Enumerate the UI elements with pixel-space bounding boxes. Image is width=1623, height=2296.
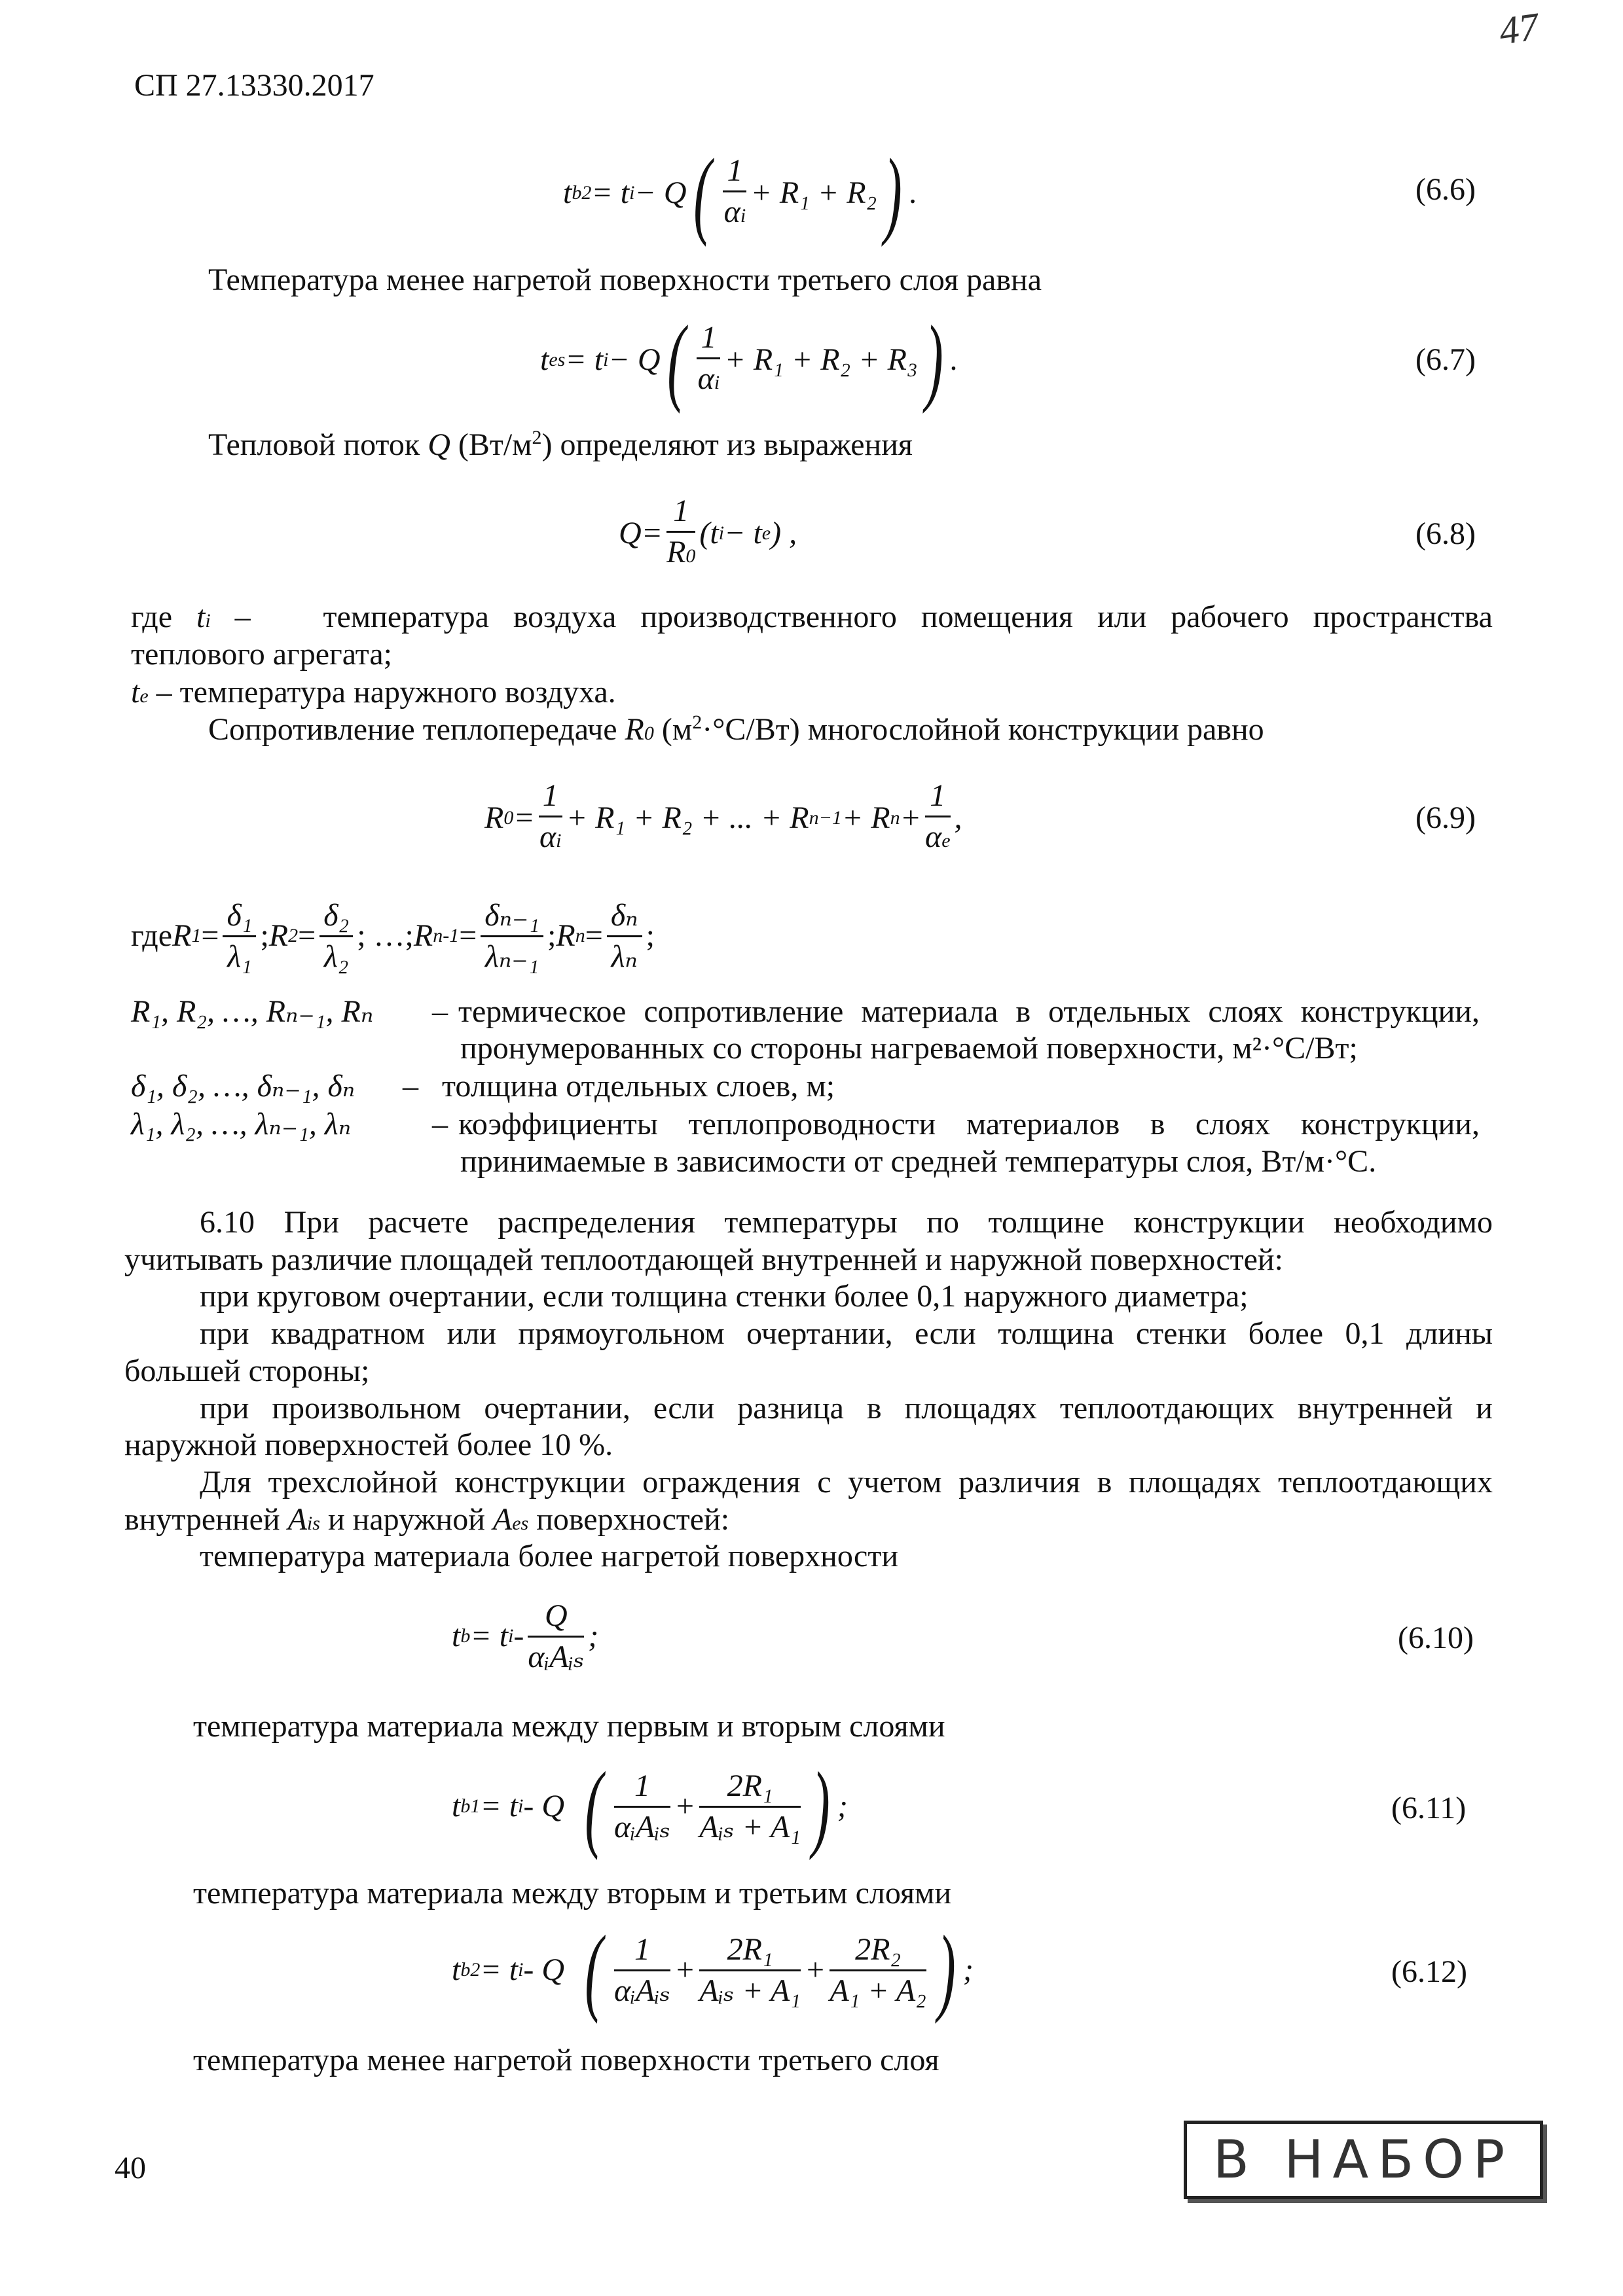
paragraph: Для трехслойной конструкции ограждения с учетом различия в площадях теплоотдающих (200, 1465, 1493, 1499)
equation-number: (6.11) (1391, 1791, 1467, 1825)
paragraph: температура материала между первым и вторым слоями (193, 1709, 945, 1744)
equation-6-12: t b2 = t i - Q ( $\frac{1}{\text{αᵢAᵢₛ}}$ + $\frac{\text{2R₁}}{\text{Aᵢₛ + A₁}}$ + $\frac{\text{2R₂}}{\text{A₁ + A₂}}$ ) ; (452, 1916, 974, 2024)
page-number: 40 (115, 2151, 146, 2185)
paragraph: большей стороны; (124, 1354, 370, 1388)
equation-6-10: t b = t i - $\frac{Q}{\text{αᵢAᵢₛ}}$ ; (452, 1587, 598, 1685)
paragraph: температура материала между вторым и третьим слоями (193, 1876, 952, 1910)
paragraph: учитывать различие площадей теплоотдающей внутренней и наружной поверхностей: (124, 1242, 1283, 1277)
definition-lambda-list-cont: принимаемые в зависимости от средней температуры слоя, Вт/м·°С. (460, 1144, 1377, 1179)
equation-number: (6.6) (1415, 172, 1476, 207)
handwritten-page-number: 47 (1496, 5, 1542, 53)
equation-number: (6.10) (1398, 1621, 1474, 1655)
definition-delta-list: δ₁, δ₂, …, δₙ₋₁, δₙ – толщина отдельных слоев, м; (131, 1069, 835, 1103)
paragraph: при произвольном очертании, если разница в площадях теплоотдающих внутренней и (200, 1391, 1493, 1426)
equation-6-8: Q = $\frac{1}{R0}$ (t i − t e ) , (619, 488, 797, 579)
equation-6-11: t b1 = t i - Q ( $\frac{1}{\text{αᵢAᵢₛ}}$ + $\frac{\text{2R₁}}{\text{Aᵢₛ + A₁}}$ ) ; (452, 1752, 848, 1861)
paragraph: Температура менее нагретой поверхности третьего слоя равна (208, 262, 1042, 297)
definition-lambda-list: λ₁, λ₂, …, λₙ₋₁, λₙ – коэффициенты теплопроводности материалов в слоях конструкции, (131, 1107, 1480, 1141)
equation-6-9: R 0 = $\frac{1}{\alpha i}$ + R₁ + R₂ + ... + R n−1 + R n + $\frac{1}{\alpha e}$ , (484, 769, 962, 867)
equation-number: (6.9) (1415, 800, 1476, 835)
equation-number: (6.8) (1415, 516, 1476, 551)
paragraph: температура материала более нагретой поверхности (200, 1539, 899, 1573)
definition-r-list: R₁, R₂, …, Rₙ₋₁, Rₙ – термическое сопротивление материала в отдельных слоях конструкции, (131, 994, 1480, 1029)
paragraph: температура менее нагретой поверхности третьего слоя (193, 2043, 939, 2077)
definition-ti-cont: теплового агрегата; (131, 637, 392, 672)
paragraph: Сопротивление теплопередаче R0 $(м^2\cdot^\circ С/Вт)$ многослойной конструкции равно (208, 711, 1264, 747)
equation-number: (6.12) (1391, 1954, 1467, 1989)
paragraph: Тепловой поток Q $(Вт/м^2)$ определяют из выражения (208, 427, 913, 462)
definition-r-list-cont: пронумерованных со стороны нагреваемой поверхности, м²·°С/Вт; (460, 1031, 1358, 1066)
stamp: В НАБОР (1184, 2121, 1543, 2199)
equation-6-7: t es = t i − Q ( $\frac{1}{\alpha i}$ + R₁ + R₂ + R₃ ) . (540, 306, 958, 414)
equation-number: (6.7) (1415, 342, 1476, 377)
section-6-10: 6.10 При расчете распределения температуры по толщине конструкции необходимо (200, 1205, 1493, 1240)
definition-r-formulas: где R 1 = $\frac{\text{δ₁}}{\text{λ₁}}$ ; R 2 = $\frac{\text{δ₂}}{\text{λ₂}}$ ; …; R n-1 = $\frac{\text{δₙ₋₁}}{\text{λₙ₋₁}}$ ; R n = $\frac{\text{δₙ}}{\text{λₙ}}$ ; (131, 887, 655, 985)
document-code: СП 27.13330.2017 (134, 68, 374, 103)
paragraph: при круговом очертании, если толщина стенки более 0,1 наружного диаметра; (200, 1279, 1249, 1314)
definition-te: te – температура наружного воздуха. (131, 675, 616, 709)
definition-ti: где ti – температура воздуха производственного помещения или рабочего пространства (131, 600, 1493, 634)
paragraph: при квадратном или прямоугольном очертании, если толщина стенки более 0,1 длины (200, 1316, 1493, 1351)
equation-6-6: t b2 = t i − Q ( $\frac{1}{\alpha i}$ + R₁ + R₂ ) . (563, 139, 918, 247)
paragraph: внутренней Ais и наружной Aes поверхностей: (124, 1502, 730, 1537)
paragraph: наружной поверхностей более 10 %. (124, 1427, 613, 1462)
